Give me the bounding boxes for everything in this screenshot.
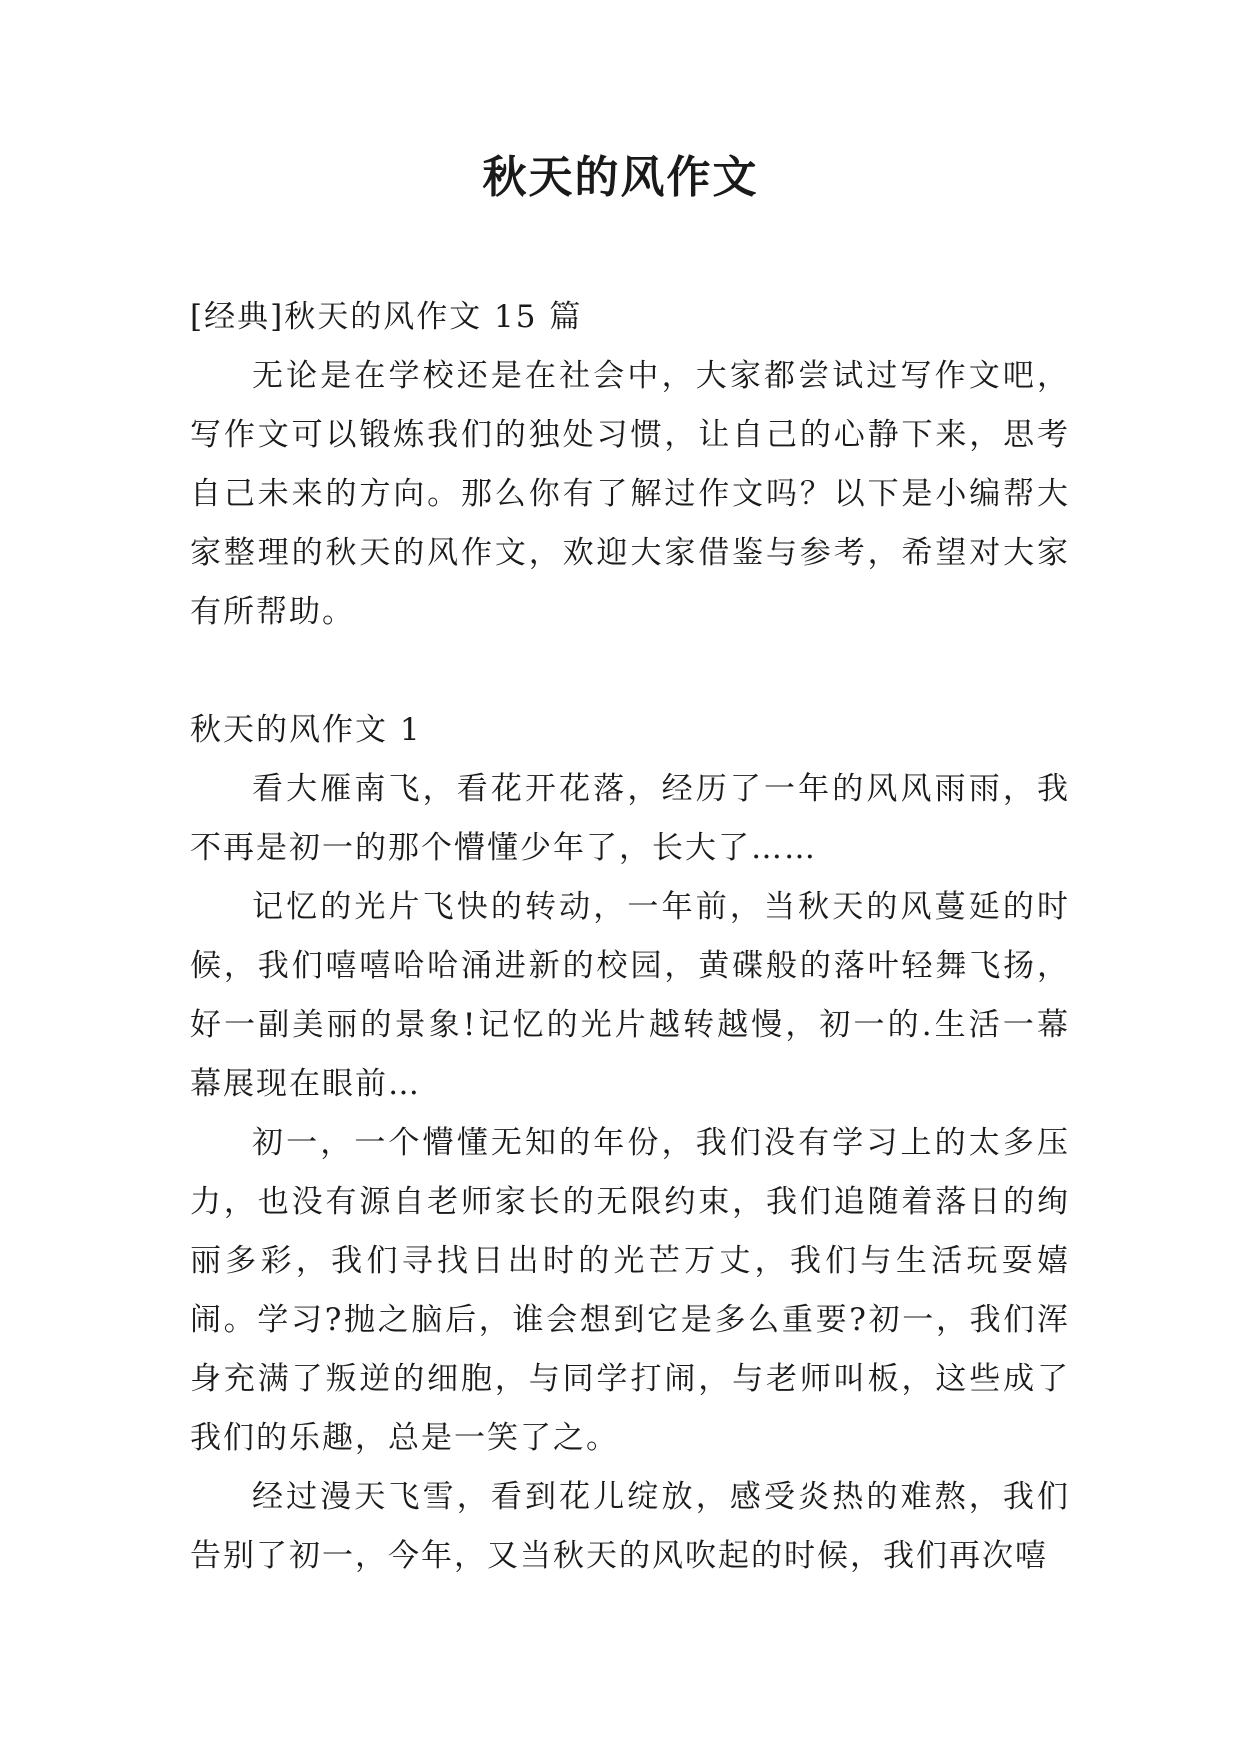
intro-paragraph: 无论是在学校还是在社会中，大家都尝试过写作文吧，写作文可以锻炼我们的独处习惯，让自己的心静下来，思考自己未来的方向。那么你有了解过作文吗？以下是小编帮大家整理的秋天的风作文，欢迎大家借鉴与参考，希望对大家有所帮助。	[190, 358, 1070, 630]
collection-heading: [经典]秋天的风作文 15 篇	[190, 299, 583, 335]
document-title: 秋天的风作文	[482, 152, 759, 203]
essay-heading: 秋天的风作文 1	[190, 712, 422, 748]
section-spacer	[190, 642, 1070, 701]
essay-paragraph: 看大雁南飞，看花开花落，经历了一年的风风雨雨，我不再是初一的那个懵懂少年了，长大了……	[190, 771, 1070, 866]
essay-paragraph: 记忆的光片飞快的转动，一年前，当秋天的风蔓延的时候，我们嘻嘻哈哈涌进新的校园，黄碟般的落叶轻舞飞扬，好一副美丽的景象!记忆的光片越转越慢，初一的.生活一幕幕展现在眼前…	[190, 889, 1070, 1102]
document-body	[190, 288, 1070, 1586]
essay-paragraph: 经过漫天飞雪，看到花儿绽放，感受炎热的难熬，我们告别了初一，今年，又当秋天的风吹起的时候，我们再次嘻	[190, 1479, 1070, 1574]
essay-paragraph: 初一，一个懵懂无知的年份，我们没有学习上的太多压力，也没有源自老师家长的无限约束，我们追随着落日的绚丽多彩，我们寻找日出时的光芒万丈，我们与生活玩耍嬉闹。学习?抛之脑后，谁会想到它是多么重要?初一，我们浑身充满了叛逆的细胞，与同学打闹，与老师叫板，这些成了我们的乐趣，总是一笑了之。	[190, 1125, 1070, 1456]
